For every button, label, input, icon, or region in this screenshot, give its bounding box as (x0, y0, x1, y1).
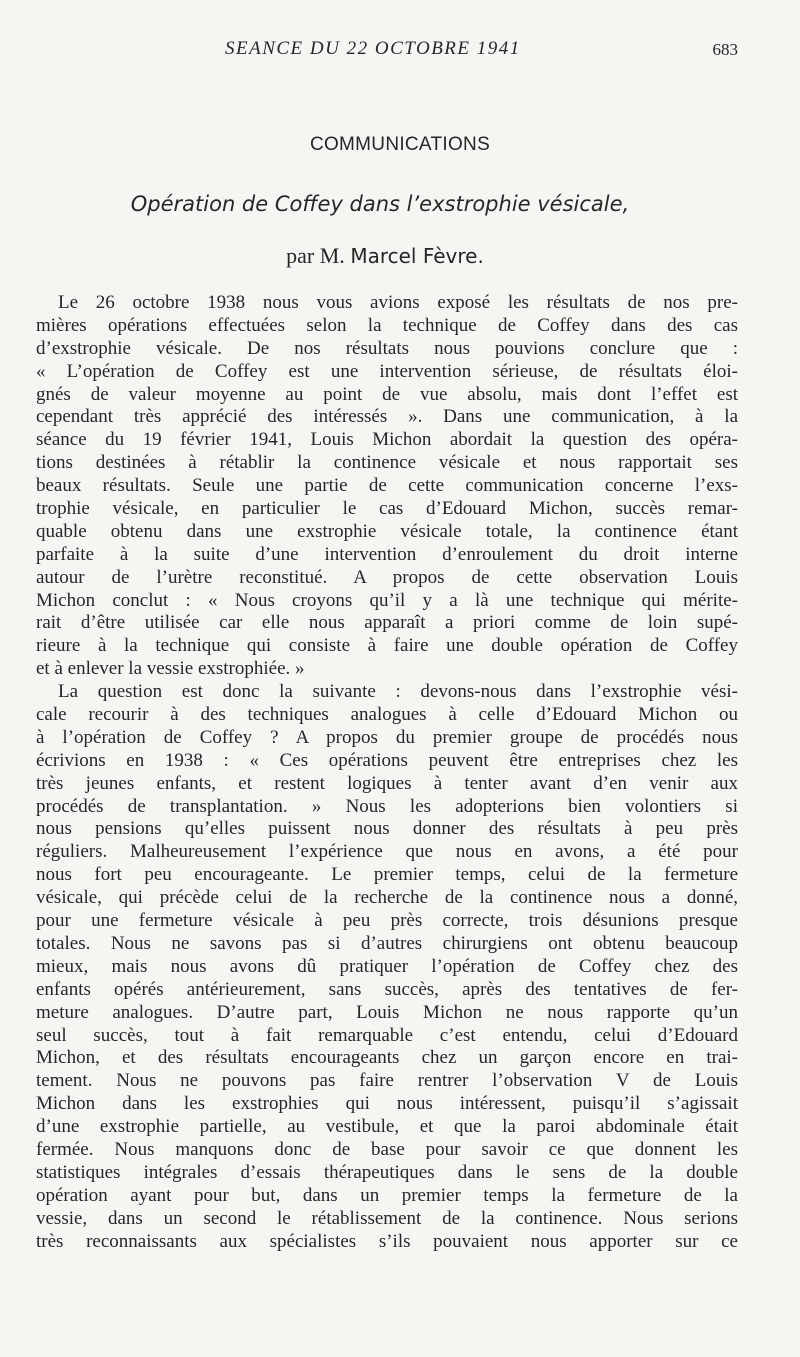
body-line: à l’opération de Coffey ? A propos du premier groupe de procédés nous (36, 726, 738, 748)
body-line: réguliers. Malheureusement l’expérience que nous en avons, a été pour (36, 841, 738, 863)
body-line: totales. Nous ne savons pas si d’autres chirurgiens ont obtenu beaucoup (36, 932, 738, 954)
byline (0, 243, 770, 269)
article-title: Opération de Coffey dans l’exstrophie vésicale, (130, 192, 630, 216)
article-body (36, 292, 738, 1253)
body-line: meture analogues. D’autre part, Louis Michon ne nous rapporte qu’un (36, 1001, 738, 1023)
body-line: autour de l’urètre reconstitué. A propos de cette observation Louis (36, 566, 738, 588)
body-line: nous fort peu encourageante. Le premier temps, celui de la fermeture (36, 864, 738, 886)
body-line: procédés de transplantation. » Nous les adopterions bien volontiers si (36, 795, 738, 817)
body-line: pour une fermeture vésicale à peu près correcte, trois désunions presque (36, 910, 738, 932)
body-line: cependant très apprécié des intéressés ». Dans une communication, à la (36, 406, 738, 428)
body-line: rait d’être utilisée car elle nous apparaît a priori comme de loin supé- (36, 612, 738, 634)
byline-prefix: par M. (286, 243, 345, 268)
body-line: fermée. Nous manquons donc de base pour savoir ce que donnent les (36, 1138, 738, 1160)
section-heading: COMMUNICATIONS (309, 134, 491, 155)
body-line: très reconnaissants aux spécialistes s’ils pouvaient nous apporter sur ce (36, 1230, 738, 1252)
body-line: vésicale, qui précède celui de la recherche de la continence nous a donné, (36, 887, 738, 909)
body-line: rieure à la technique qui consiste à faire une double opération de Coffey (36, 635, 738, 657)
body-line: Le 26 octobre 1938 nous vous avions exposé les résultats de nos pre- (58, 292, 738, 313)
body-line: La question est donc la suivante : devons-nous dans l’exstrophie vési- (58, 681, 738, 703)
body-line: « L’opération de Coffey est une intervention sérieuse, de résultats éloi- (36, 360, 738, 382)
body-line: nous pensions qu’elles puissent nous donner des résultats à peu près (36, 818, 738, 840)
body-line: beaux résultats. Seule une partie de cette communication concerne l’exs- (36, 475, 738, 497)
body-line: Michon, et des résultats encourageants chez un garçon encore en trai- (36, 1047, 738, 1069)
body-line: très jeunes enfants, et restent logiques à tenter avant d’en venir aux (36, 772, 738, 794)
body-line: gnés de valeur moyenne au point de vue absolu, mais dont l’effet est (36, 383, 738, 405)
author-name: Marcel Fèvre. (350, 244, 484, 268)
body-line: et à enlever la vessie exstrophiée. » (36, 658, 305, 680)
body-line: vessie, dans un second le rétablissement de la continence. Nous serions (36, 1207, 738, 1229)
running-head-title: SEANCE DU 22 OCTOBRE 1941 (225, 38, 521, 59)
body-line: tement. Nous ne pouvons pas faire rentrer l’observation V de Louis (36, 1070, 738, 1092)
body-line: enfants opérés antérieurement, sans succès, après des tentatives de fer- (36, 978, 738, 1000)
body-line: opération ayant pour but, dans un premier temps la fermeture de la (36, 1184, 738, 1206)
body-line: mieux, mais nous avons dû pratiquer l’opération de Coffey chez des (36, 955, 738, 977)
body-line: parfaite à la suite d’une intervention d’enroulement du droit interne (36, 543, 738, 565)
body-line: mières opérations effectuées selon la technique de Coffey dans des cas (36, 314, 738, 336)
body-line: seul succès, tout à fait remarquable c’est entendu, celui d’Edouard (36, 1024, 738, 1046)
running-head (0, 38, 800, 64)
body-line: cale recourir à des techniques analogues à celle d’Edouard Michon ou (36, 704, 738, 726)
body-line: trophie vésicale, en particulier le cas d’Edouard Michon, succès remar- (36, 498, 738, 520)
page-number: 683 (712, 40, 738, 59)
body-line: d’une exstrophie partielle, au vestibule, et que la paroi abdominale était (36, 1116, 738, 1138)
body-line: Michon dans les exstrophies qui nous intéressent, puisqu’il s’agissait (36, 1093, 738, 1115)
body-line: séance du 19 février 1941, Louis Michon abordait la question des opéra- (36, 429, 738, 451)
body-line: Michon conclut : « Nous croyons qu’il y a là une technique qui mérite- (36, 589, 738, 611)
body-line: écrivions en 1938 : « Ces opérations peuvent être entreprises chez les (36, 749, 738, 771)
body-line: tions destinées à rétablir la continence vésicale et nous rapportait ses (36, 452, 738, 474)
body-line: d’exstrophie vésicale. De nos résultats nous pouvions conclure que : (36, 337, 738, 359)
body-line: quable obtenu dans une exstrophie vésicale totale, la continence étant (36, 520, 738, 542)
body-line: statistiques intégrales d’essais thérapeutiques dans le sens de la double (36, 1161, 738, 1183)
